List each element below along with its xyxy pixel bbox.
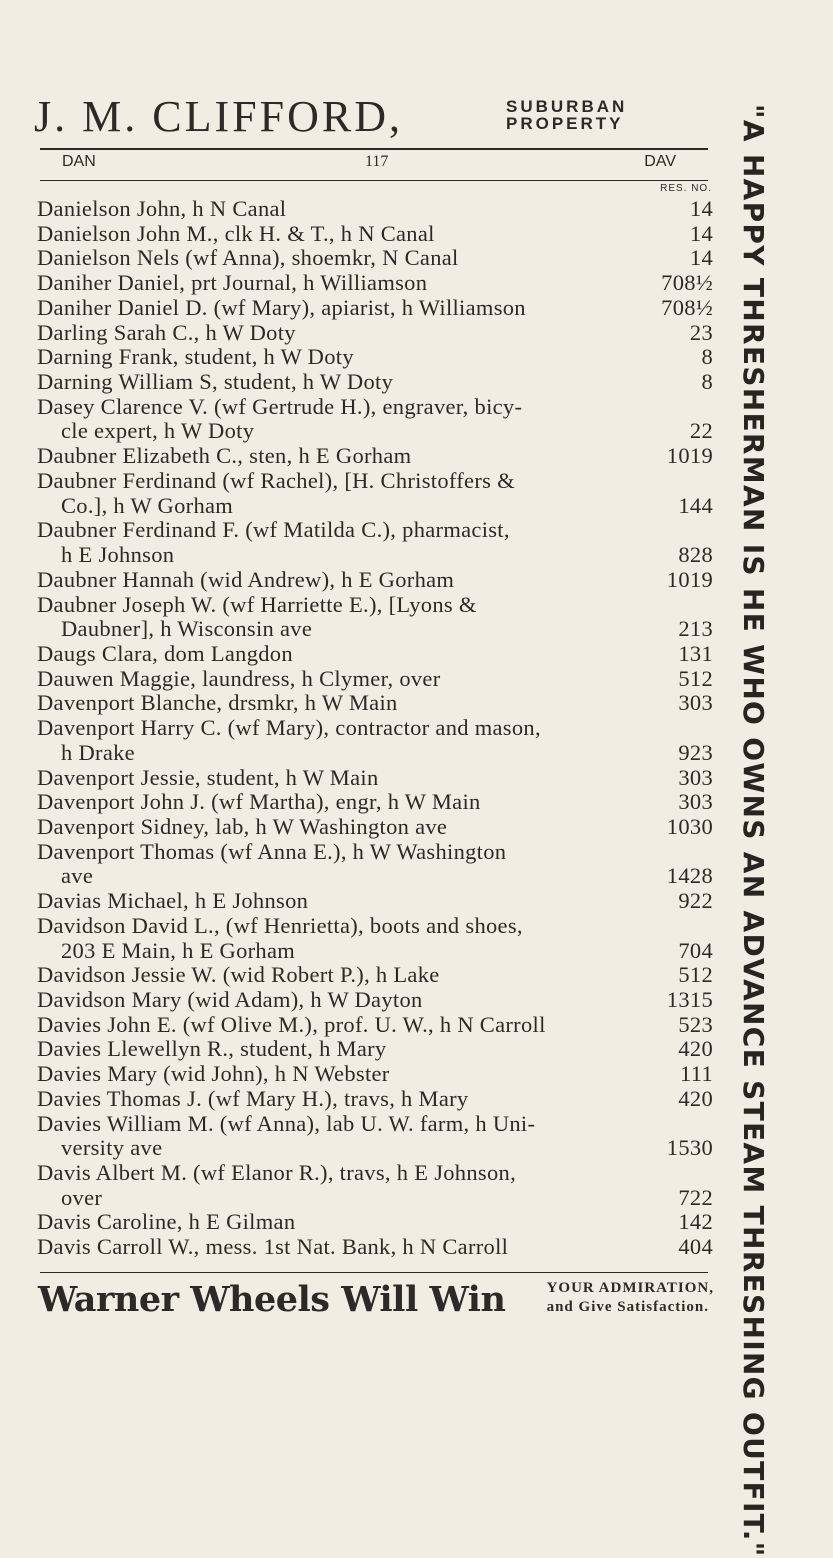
entry-text: 203 E Main, h E Gorham (61, 937, 296, 963)
directory-entry (37, 1161, 713, 1186)
directory-entry-continuation (37, 617, 713, 642)
entry-text: Dauwen Maggie, laundress, h Clymer, over (37, 665, 441, 691)
entry-text: Davidson Mary (wid Adam), h W Dayton (37, 987, 423, 1012)
directory-entry-continuation (37, 1186, 713, 1211)
directory-entry (37, 370, 713, 395)
footer-side-line-2: and Give Satisfaction. (546, 1299, 710, 1315)
advertiser-name: J. M. CLIFFORD, (34, 92, 403, 141)
entry-text: h Drake (61, 739, 135, 765)
directory-entry-continuation (37, 543, 713, 568)
directory-entry (37, 815, 713, 840)
entry-residence-number: 1030 (666, 813, 713, 839)
entry-text: Davidson David L., (wf Henrietta), boots and shoes, (37, 912, 523, 938)
directory-entry-continuation (37, 741, 713, 766)
directory-entry (37, 444, 713, 469)
directory-entry (37, 345, 713, 370)
directory-entry (37, 914, 713, 939)
entry-text: Daniher Daniel, prt Journal, h Williamson (37, 270, 428, 296)
entry-residence-number: 213 (678, 616, 713, 642)
entry-residence-number: 1315 (666, 987, 713, 1012)
entry-residence-number: 512 (678, 665, 713, 691)
directory-entry (37, 790, 713, 815)
page-header (34, 92, 724, 142)
entry-text: Davies Mary (wid John), h N Webster (37, 1061, 390, 1087)
directory-entry (37, 271, 713, 296)
directory-entry-continuation (37, 494, 713, 519)
entry-text: Daniher Daniel D. (wf Mary), apiarist, h Williamson (37, 294, 526, 320)
column-label: RES. NO. (660, 183, 712, 194)
directory-entry (37, 518, 713, 543)
entry-text: Daubner Hannah (wid Andrew), h E Gorham (37, 566, 455, 592)
entry-text: Daubner Ferdinand (wf Rachel), [H. Christoffers & (37, 467, 515, 493)
entry-residence-number: 420 (678, 1085, 713, 1111)
directory-entry (37, 1112, 713, 1137)
directory-entry (37, 1235, 713, 1260)
entry-text: Davenport Sidney, lab, h W Washington ave (37, 813, 448, 839)
entry-residence-number: 722 (678, 1184, 713, 1210)
directory-entry (37, 988, 713, 1013)
entry-text: Davenport Blanche, drsmkr, h W Main (37, 690, 398, 716)
entry-residence-number: 1428 (666, 863, 713, 889)
entry-text: Davies William M. (wf Anna), lab U. W. farm, h Uni- (37, 1110, 536, 1136)
directory-entry (37, 889, 713, 914)
entry-residence-number: 512 (678, 962, 713, 988)
entry-text: Davies Thomas J. (wf Mary H.), travs, h Mary (37, 1085, 469, 1111)
page-number: 117 (365, 153, 389, 170)
entry-text: Davies John E. (wf Olive M.), prof. U. W., h N Carroll (37, 1011, 546, 1037)
entry-text: Darning Frank, student, h W Doty (37, 344, 354, 370)
directory-entry (37, 593, 713, 618)
entry-residence-number: 22 (689, 418, 713, 444)
entry-residence-number: 704 (678, 937, 713, 963)
entry-text: cle expert, h W Doty (61, 418, 255, 444)
directory-entry (37, 667, 713, 692)
tagline-line-1: SUBURBAN (506, 97, 628, 116)
footer-slogan: Warner Wheels Will Win (38, 1279, 506, 1320)
entry-text: Daubner Joseph W. (wf Harriette E.), [Lyons & (37, 591, 477, 617)
directory-entry (37, 568, 713, 593)
entry-residence-number: 708½ (661, 270, 713, 296)
entry-text: ave (61, 863, 94, 889)
directory-entry-continuation (37, 939, 713, 964)
directory-entry (37, 469, 713, 494)
directory-entry-continuation (37, 1136, 713, 1161)
footer-side-line-1: YOUR ADMIRATION, (546, 1280, 714, 1296)
entry-residence-number: 303 (678, 764, 713, 790)
directory-entry (37, 246, 713, 271)
entry-residence-number: 923 (678, 739, 713, 765)
entry-text: Darning William S, student, h W Doty (37, 369, 394, 395)
entry-residence-number: 303 (678, 789, 713, 815)
running-head-rule (40, 180, 708, 181)
directory-entry (37, 395, 713, 420)
directory-entry (37, 1087, 713, 1112)
entry-text: Daubner], h Wisconsin ave (61, 616, 313, 642)
directory-entry (37, 642, 713, 667)
entry-text: Davenport Harry C. (wf Mary), contractor and mason, (37, 715, 541, 741)
directory-entry (37, 716, 713, 741)
entry-residence-number: 922 (678, 888, 713, 914)
entry-residence-number: 14 (689, 245, 713, 271)
entry-text: Darling Sarah C., h W Doty (37, 319, 296, 345)
directory-entry (37, 1013, 713, 1038)
directory-entry (37, 840, 713, 865)
directory-entry (37, 296, 713, 321)
advertiser-tagline (506, 98, 716, 132)
entry-text: Co.], h W Gorham (61, 492, 234, 518)
directory-entry (37, 766, 713, 791)
directory-entry (37, 1210, 713, 1235)
entry-residence-number: 523 (678, 1011, 713, 1037)
entry-text: Davidson Jessie W. (wid Robert P.), h Lake (37, 962, 440, 988)
footer-ad (38, 1276, 714, 1326)
entry-text: Davis Caroline, h E Gilman (37, 1209, 296, 1235)
entry-residence-number: 1530 (666, 1135, 713, 1161)
entry-text: Danielson Nels (wf Anna), shoemkr, N Canal (37, 245, 459, 271)
directory-entry-continuation (37, 419, 713, 444)
entry-text: Daugs Clara, dom Langdon (37, 640, 293, 666)
entry-residence-number: 142 (678, 1209, 713, 1235)
directory-entry-continuation (37, 864, 713, 889)
entry-text: Danielson John M., clk H. & T., h N Canal (37, 220, 435, 246)
entry-residence-number: 303 (678, 690, 713, 716)
directory-entries (37, 197, 713, 1260)
entry-residence-number: 708½ (661, 294, 713, 320)
entry-residence-number: 14 (689, 220, 713, 246)
side-banner-ad: "A HAPPY THRESHERMAN IS HE WHO OWNS AN ADVANCE STEAM THRESHING OUTFIT." (737, 104, 770, 1558)
entry-text: Danielson John, h N Canal (37, 196, 287, 221)
directory-entry (37, 321, 713, 346)
entry-residence-number: 14 (689, 196, 713, 221)
directory-entry (37, 222, 713, 247)
entry-text: versity ave (61, 1135, 163, 1161)
entry-text: Davis Carroll W., mess. 1st Nat. Bank, h N Carroll (37, 1234, 509, 1260)
entry-residence-number: 8 (701, 344, 713, 370)
entry-residence-number: 23 (689, 319, 713, 345)
entry-text: Daubner Ferdinand F. (wf Matilda C.), pharmacist, (37, 517, 510, 543)
entry-text: Dasey Clarence V. (wf Gertrude H.), engraver, bicy- (37, 393, 523, 419)
entry-residence-number: 1019 (666, 443, 713, 469)
entry-text: Davenport John J. (wf Martha), engr, h W Main (37, 789, 481, 815)
entry-text: Davias Michael, h E Johnson (37, 888, 309, 914)
directory-entry (37, 691, 713, 716)
directory-entry (37, 197, 713, 222)
entry-residence-number: 111 (680, 1061, 713, 1087)
entry-text: Davies Llewellyn R., student, h Mary (37, 1036, 387, 1062)
running-head-right: DAV (644, 153, 676, 170)
running-head (62, 153, 676, 177)
entry-residence-number: 8 (701, 369, 713, 395)
entry-text: Davis Albert M. (wf Elanor R.), travs, h E Johnson, (37, 1160, 516, 1186)
header-rule (40, 148, 708, 150)
entry-text: Davenport Thomas (wf Anna E.), h W Washington (37, 838, 507, 864)
entry-residence-number: 420 (678, 1036, 713, 1062)
running-head-left: DAN (62, 153, 96, 170)
directory-entry (37, 1062, 713, 1087)
footer-side-text (547, 1279, 714, 1317)
entry-text: Daubner Elizabeth C., sten, h E Gorham (37, 443, 412, 469)
entry-text: h E Johnson (61, 542, 175, 568)
directory-entry (37, 963, 713, 988)
entry-residence-number: 828 (678, 542, 713, 568)
entry-residence-number: 131 (678, 640, 713, 666)
tagline-line-2: PROPERTY (506, 114, 624, 133)
entry-residence-number: 1019 (666, 566, 713, 592)
entry-text: over (61, 1184, 103, 1210)
directory-entry (37, 1037, 713, 1062)
entry-residence-number: 404 (678, 1234, 713, 1260)
entry-residence-number: 144 (678, 492, 713, 518)
footer-rule (40, 1272, 708, 1273)
entry-text: Davenport Jessie, student, h W Main (37, 764, 379, 790)
